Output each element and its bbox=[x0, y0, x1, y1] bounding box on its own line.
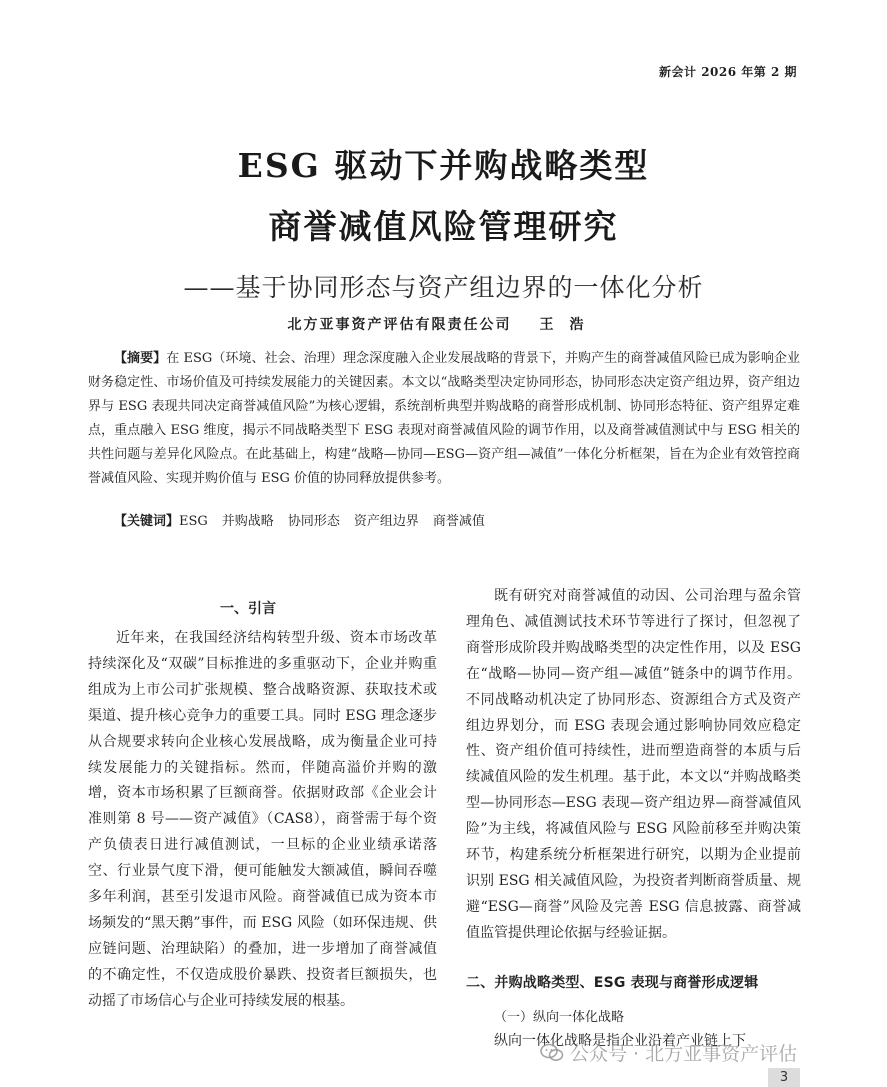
intro-paragraph-2: 既有研究对商誉减值的动因、公司治理与盈余管理角色、减值测试技术环节等进行了探讨，但忽视了商誉形成阶段并购战略类型的决定性作用，以及 ESG 在“战略—协同—资产组—减值”链条中的调节作用。不同战略动机决定了协同形态、资源组合方式及资产组边界划分，而 ESG 表现会通过影响协同效应稳定性、资产组价值可持续性，进而塑造商誉的本质与后续减值风险的发生机理。基于此，本文以“并购战略类型—协同形态—ESG 表现—资产组边界—商誉减值风险”为主线，将减值风险与 ESG 风险前移至并购决策环节，构建系统分析框架进行研究，以期为企业提前识别 ESG 相关减值风险，为投资者判断商誉质量、规避“ESG—商誉”风险及完善 ESG 信息披露、商誉减值监管提供理论依据与经验证据。 bbox=[466, 588, 801, 941]
watermark-text: 公众号 · 北方亚事资产评估 bbox=[570, 1043, 798, 1065]
abstract-label: 【摘要】 bbox=[114, 351, 167, 366]
keyword: 资产组边界 bbox=[353, 514, 419, 529]
intro-paragraph-1: 近年来，在我国经济结构转型升级、资本市场改革持续深化及“双碳”目标推进的多重驱动下，企业并购重组成为上市公司扩张规模、整合战略资源、获取技术或渠道、提升核心竞争力的重要工具。同时 ESG 理念逐步从合规要求转向企业核心发展战略，成为衡量企业可持续发展能力的关键指标。然而，伴随高溢价并购的激增，资本市场积累了巨额商誉。依据财政部《企业会计准则第 8 号——资产减值》（CAS8），商誉需于每个资产负债表日进行减值测试，一旦标的企业业绩承诺落空、行业景气度下滑，便可能触发大额减值，瞬间吞噬多年利润，甚至引发退市风险。商誉减值已成为资本市场频发的“黑天鹅”事件，而 ESG 风险（如环保违规、供应链问题、治理缺陷）的叠加，进一步增加了商誉减值的不确定性，不仅造成股价暴跌、投资者巨额损失，也动摇了市场信心与企业可持续发展的根基。 bbox=[88, 630, 437, 1009]
title-line-2: 商誉减值风险管理研究 bbox=[268, 207, 619, 246]
body-text-line: 纵向一体化战略是指企业沿着产业链上下 bbox=[494, 1033, 746, 1049]
section-heading-2: 二、并购战略类型、ESG 表现与商誉形成逻辑 bbox=[466, 975, 759, 991]
watermark bbox=[540, 1039, 797, 1066]
keyword: 并购战略 bbox=[221, 514, 274, 529]
keyword: ESG bbox=[179, 514, 208, 529]
body-column-right bbox=[466, 584, 801, 947]
author-line bbox=[0, 314, 887, 334]
body-column-left bbox=[88, 626, 437, 1015]
abstract-text: 在 ESG（环境、社会、治理）理念深度融入企业发展战略的背景下，并购产生的商誉减值风险已成为影响企业财务稳定性、市场价值及可持续发展能力的关键因素。本文以“战略类型决定协同形态，协同形态决定资产组边界，资产组边界与 ESG 表现共同决定商誉减值风险”为核心逻辑，系统剖析典型并购战略的商誉形成机制、协同形态特征、资产组界定难点，重点融入 ESG 维度，揭示不同战略类型下 ESG 表现对商誉减值风险的调节作用，以及商誉减值测试中与 ESG 相关的共性问题与差异化风险点。在此基础上，构建“战略—协同—ESG—资产组—减值”一体化分析框架，旨在为企业有效管控商誉减值风险、实现并购价值与 ESG 价值的协同释放提供参考。 bbox=[88, 351, 800, 486]
subtitle: ——基于协同形态与资产组边界的一体化分析 bbox=[183, 273, 704, 302]
keyword: 商誉减值 bbox=[432, 514, 485, 529]
journal-issue: 新会计 2026 年第 2 期 bbox=[659, 65, 797, 79]
keywords bbox=[88, 510, 800, 534]
keywords-label: 【关键词】 bbox=[114, 514, 180, 529]
keyword: 协同形态 bbox=[287, 514, 340, 529]
author-name: 王浩 bbox=[539, 317, 600, 333]
page-number: 3 bbox=[768, 1068, 800, 1087]
title-line-1: ESG 驱动下并购战略类型 bbox=[237, 146, 650, 185]
author-org: 北方亚事资产评估有限责任公司 bbox=[287, 317, 512, 333]
abstract bbox=[88, 347, 800, 491]
section-heading-intro: 一、引言 bbox=[220, 601, 276, 617]
subsection-heading: （一）纵向一体化战略 bbox=[494, 1010, 625, 1025]
wechat-icon bbox=[540, 1043, 564, 1063]
